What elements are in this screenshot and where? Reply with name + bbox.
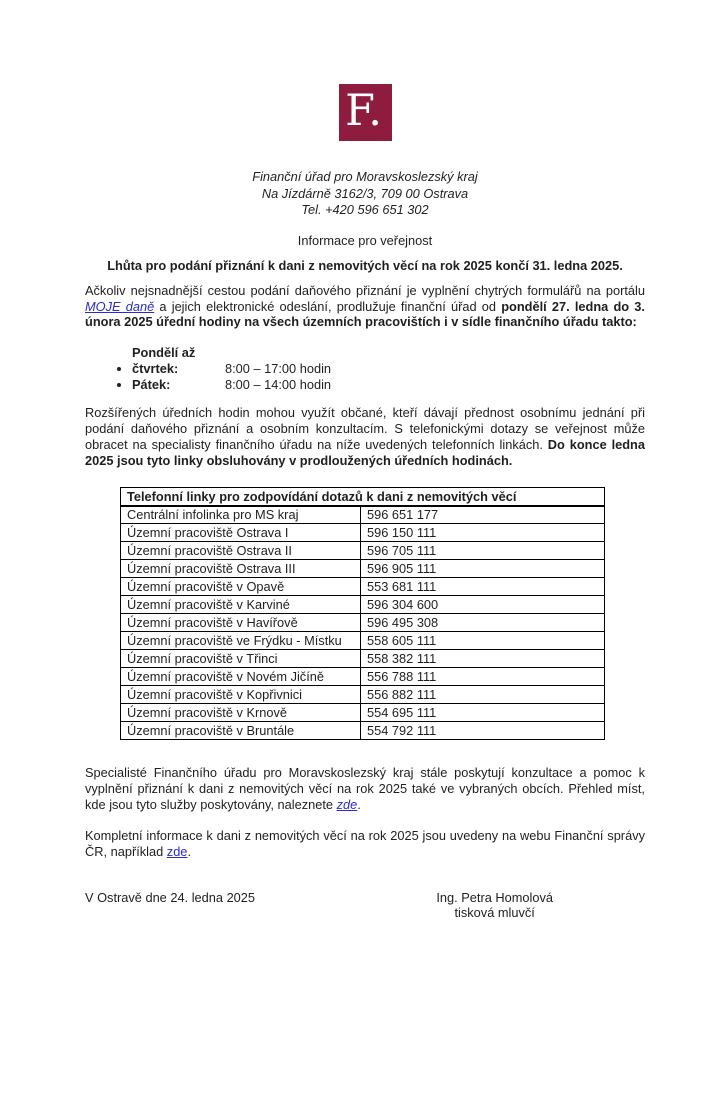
table-row bbox=[121, 542, 605, 560]
table-row bbox=[121, 632, 605, 650]
office-name: Územní pracoviště Ostrava II bbox=[121, 542, 361, 560]
hours-item-friday bbox=[132, 377, 645, 393]
financial-office-logo bbox=[339, 84, 392, 141]
table-row bbox=[121, 596, 605, 614]
logo-letter-f: F. bbox=[345, 86, 382, 136]
paragraph-complete-info bbox=[85, 828, 645, 859]
table-row bbox=[121, 668, 605, 686]
office-name: Územní pracoviště Ostrava I bbox=[121, 524, 361, 542]
office-phone: 596 304 600 bbox=[361, 596, 605, 614]
table-row bbox=[121, 614, 605, 632]
hours-time-weekdays: 8:00 – 17:00 hodin bbox=[225, 360, 332, 376]
office-phone: 556 882 111 bbox=[361, 686, 605, 704]
par1-bold-hours: pondělí 27. ledna do 3. února 2025 úřední hodiny na všech územních pracovištích i v sídle finančního úřadu takto: bbox=[85, 298, 645, 330]
par1-text-2: a jejich elektronické odeslání, prodlužuje finanční úřad od bbox=[154, 298, 502, 314]
table-row bbox=[121, 722, 605, 740]
table-row bbox=[121, 560, 605, 578]
doc-subtitle: Informace pro veřejnost bbox=[297, 232, 433, 248]
hours-item-weekdays bbox=[132, 345, 645, 377]
office-name: Územní pracoviště v Havířově bbox=[121, 614, 361, 632]
table-title: Telefonní linky pro zodpovídání dotazů k dani z nemovitých věcí bbox=[121, 488, 605, 506]
office-phone: 553 681 111 bbox=[361, 578, 605, 596]
par3-text: Specialisté Finančního úřadu pro Moravskoslezský kraj stále poskytují konzultace a pomoc k vyplnění přiznání k dani z nemovitých věcí na rok 2025 také ve vybraných obcích. Přehled míst, kde jsou tyto služby poskytovány, naleznete bbox=[85, 765, 645, 812]
office-name: Územní pracoviště v Novém Jičíně bbox=[121, 668, 361, 686]
office-name: Územní pracoviště Ostrava III bbox=[121, 560, 361, 578]
office-phone: 554 695 111 bbox=[361, 704, 605, 722]
signature-block bbox=[85, 890, 645, 921]
office-phone: 596 495 308 bbox=[361, 614, 605, 632]
zde-link-web[interactable]: zde bbox=[166, 844, 188, 860]
office-phone: 596 651 177 bbox=[361, 506, 605, 524]
office-name: Územní pracoviště v Karviné bbox=[121, 596, 361, 614]
office-phone: 558 605 111 bbox=[361, 632, 605, 650]
office-phone: 596 705 111 bbox=[361, 542, 605, 560]
table-row bbox=[121, 524, 605, 542]
org-name: Finanční úřad pro Moravskoslezský kraj bbox=[252, 169, 478, 184]
hours-label-weekdays: Pondělí až čtvrtek: bbox=[132, 345, 196, 376]
table-row bbox=[121, 650, 605, 668]
office-name: Územní pracoviště ve Frýdku - Místku bbox=[121, 632, 361, 650]
paragraph-consultations bbox=[85, 765, 645, 812]
paragraph-deadline-info bbox=[85, 283, 645, 330]
hours-time-friday: 8:00 – 14:00 hodin bbox=[225, 376, 332, 392]
par4-period: . bbox=[187, 844, 191, 860]
par3-period: . bbox=[357, 796, 361, 812]
paragraph-extended-hours bbox=[85, 405, 645, 468]
hours-label-friday: Pátek: bbox=[132, 376, 171, 392]
office-name: Územní pracoviště v Opavě bbox=[121, 578, 361, 596]
office-hours-list bbox=[85, 345, 645, 392]
par4-text: Kompletní informace k dani z nemovitých věcí na rok 2025 jsou uvedeny na webu Finanční správy ČR, například bbox=[85, 828, 645, 860]
doc-heading: Lhůta pro podání přiznání k dani z nemovitých věcí na rok 2025 končí 31. ledna 2025. bbox=[107, 258, 623, 274]
signature-author bbox=[436, 890, 553, 921]
zde-link-locations[interactable]: zde bbox=[336, 796, 358, 812]
office-name: Územní pracoviště v Třinci bbox=[121, 650, 361, 668]
office-name: Územní pracoviště v Bruntále bbox=[121, 722, 361, 740]
office-name: Centrální infolinka pro MS kraj bbox=[121, 506, 361, 524]
par1-text: Ačkoliv nejsnadnější cestou podání daňového přiznání je vyplnění chytrých formulářů na portálu bbox=[85, 282, 645, 298]
table-row bbox=[121, 506, 605, 524]
org-header bbox=[85, 169, 645, 219]
phone-lines-table bbox=[120, 487, 605, 740]
office-phone: 558 382 111 bbox=[361, 650, 605, 668]
par2-text: Rozšířených úředních hodin mohou využít občané, kteří dávají přednost osobnímu jednání při podání daňového přiznání a osobním konzultacím. S telefonickými dotazy se veřejnost může obracet na specialisty finančního úřadu na níže uvedených telefonních linkách. bbox=[85, 405, 645, 452]
office-name: Územní pracoviště v Kopřivnici bbox=[121, 686, 361, 704]
org-address: Na Jízdárně 3162/3, 709 00 Ostrava bbox=[261, 185, 469, 201]
office-phone: 556 788 111 bbox=[361, 668, 605, 686]
signature-place-date: V Ostravě dne 24. ledna 2025 bbox=[85, 889, 256, 905]
office-phone: 554 792 111 bbox=[361, 722, 605, 740]
table-row bbox=[121, 578, 605, 596]
table-row bbox=[121, 686, 605, 704]
office-name: Územní pracoviště v Krnově bbox=[121, 704, 361, 722]
par2-bold-lines: Do konce ledna 2025 jsou tyto linky obsluhovány v prodloužených úředních hodinách. bbox=[85, 436, 645, 468]
office-phone: 596 905 111 bbox=[361, 560, 605, 578]
org-phone: Tel. +420 596 651 302 bbox=[301, 202, 429, 217]
office-phone: 596 150 111 bbox=[361, 524, 605, 542]
document-page bbox=[0, 84, 724, 1108]
table-row bbox=[121, 704, 605, 722]
moje-dane-link[interactable]: MOJE daně bbox=[85, 298, 155, 314]
signature-title: tisková mluvčí bbox=[454, 905, 535, 921]
signature-name: Ing. Petra Homolová bbox=[436, 889, 553, 905]
table-header-row bbox=[121, 488, 605, 506]
